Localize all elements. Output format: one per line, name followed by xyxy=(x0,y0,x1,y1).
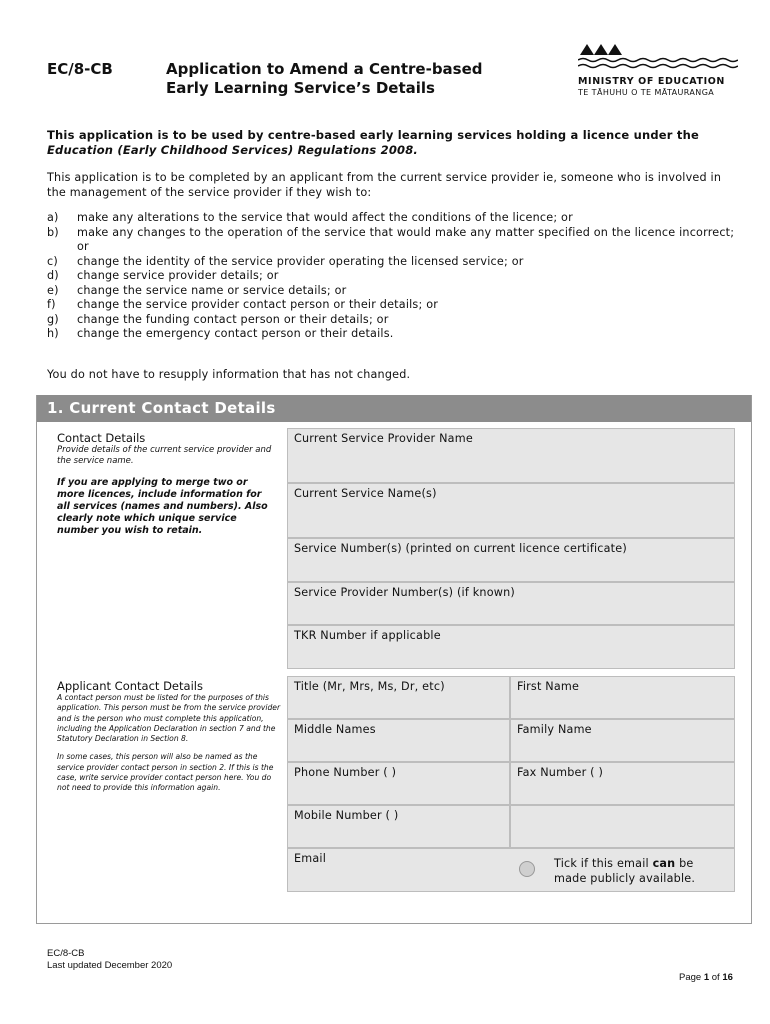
list-item: b) make any changes to the operation of the service that would make any matter specified on the licence incorrect; or xyxy=(47,225,735,253)
resupply-note: You do not have to resupply information that has not changed. xyxy=(47,368,411,381)
list-item: e) change the service name or service details; or xyxy=(47,283,347,297)
ministry-maori-name: TE TĀHUHU O TE MĀTAURANGA xyxy=(578,88,715,97)
footer-updated: Last updated December 2020 xyxy=(47,960,173,971)
applicant-note-2: In some cases, this person will also be named as the service provider contact person in section 2. If this is the case, write service provider contact person here. You do not need to provide this information again. xyxy=(57,752,274,793)
contact-details-title: Contact Details xyxy=(57,431,146,445)
applicant-note-1: A contact person must be listed for the purposes of this application. This person must be from the service provider and is the person who must complete this application, including the Application Declaration in section 7 and the Statutory Declaration in Section 8. xyxy=(57,693,281,744)
section-heading: 1. Current Contact Details xyxy=(37,395,751,422)
tkr-number-field[interactable]: TKR Number if applicable xyxy=(287,625,735,669)
intro-regulations: Education (Early Childhood Services) Regulations 2008. xyxy=(47,143,419,157)
list-item: g) change the funding contact person or their details; or xyxy=(47,312,389,326)
page-number: Page 1 of 16 xyxy=(679,972,733,983)
page-title: Application to Amend a Centre-based Early Learning Service’s Details xyxy=(166,60,483,97)
email-public-label: Tick if this email can be made publicly available. xyxy=(554,857,696,885)
fax-field[interactable]: Fax Number ( ) xyxy=(510,762,735,805)
email-field[interactable]: Email xyxy=(287,848,735,892)
form-code: EC/8-CB xyxy=(47,60,113,78)
ministry-logo xyxy=(578,44,738,97)
service-names-field[interactable]: Current Service Name(s) xyxy=(287,483,735,538)
section-current-contact-details xyxy=(36,395,752,924)
intro-bold-statement xyxy=(47,128,742,158)
middle-names-field[interactable]: Middle Names xyxy=(287,719,510,762)
applicant-title: Applicant Contact Details xyxy=(57,679,203,693)
email-public-checkbox[interactable] xyxy=(519,861,535,877)
provider-numbers-field[interactable]: Service Provider Number(s) (if known) xyxy=(287,582,735,625)
list-item: d) change service provider details; or xyxy=(47,269,279,282)
phone-field[interactable]: Phone Number ( ) xyxy=(287,762,510,805)
provider-name-field[interactable]: Current Service Provider Name xyxy=(287,428,735,483)
mobile-blank-cell xyxy=(510,805,735,848)
footer-info xyxy=(47,948,172,972)
mobile-field[interactable]: Mobile Number ( ) xyxy=(287,805,510,848)
applicant-label xyxy=(57,679,282,794)
list-item: h) change the emergency contact person or their details. xyxy=(47,327,394,340)
intro-bold-text: This application is to be used by centre-based early learning services holding a licence under the xyxy=(47,128,699,142)
footer-code: EC/8-CB xyxy=(47,948,85,959)
merge-licences-note: If you are applying to merge two or more licences, include information for all services (names and numbers). Also clearly note which unique service number you wish to retain. xyxy=(57,477,268,536)
ministry-logo-icon xyxy=(578,44,738,70)
list-item: f) change the service provider contact person or their details; or xyxy=(47,298,439,311)
service-numbers-field[interactable]: Service Number(s) (printed on current licence certificate) xyxy=(287,538,735,582)
list-item: c) change the identity of the service provider operating the licensed service; or xyxy=(47,254,524,268)
family-name-field[interactable]: Family Name xyxy=(510,719,735,762)
title-field[interactable]: Title (Mr, Mrs, Ms, Dr, etc) xyxy=(287,676,510,719)
ministry-name: MINISTRY OF EDUCATION xyxy=(578,76,725,87)
list-item: a) make any alterations to the service that would affect the conditions of the licence; or xyxy=(47,211,573,224)
contact-details-note: Provide details of the current service provider and the service name. xyxy=(57,445,272,466)
contact-details-label xyxy=(57,431,272,537)
purpose-list xyxy=(47,211,742,342)
intro-paragraph: This application is to be completed by an applicant from the current service provider ie, someone who is involved in the management of the service provider if they wish to: xyxy=(47,171,722,199)
first-name-field[interactable]: First Name xyxy=(510,676,735,719)
